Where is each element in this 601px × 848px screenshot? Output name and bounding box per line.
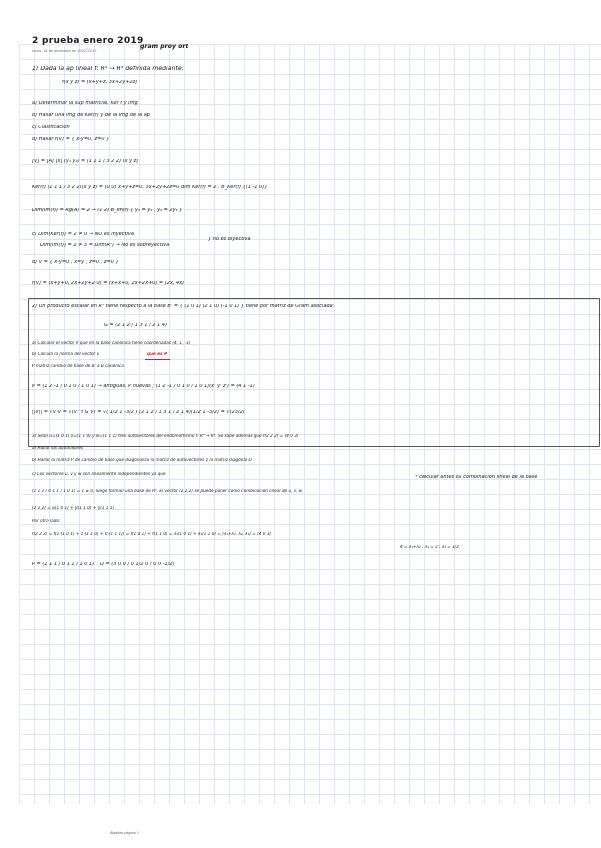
p3-note: * calcular antes su combinación lineal de la base (415, 475, 538, 480)
p2-calc-1: P = (1 2 -1 / 0 1 0 / 1 0 1) → antiguas, P nuevas ; (1 2 -1 / 0 1 0 / 1 0 1)(x' y' z') = (4 1 -1) (32, 384, 255, 389)
p1-part-c: c) Clasificación (32, 125, 70, 130)
heading-annotation: gram proy ort (140, 44, 189, 50)
p2-red-underline (145, 359, 170, 360)
p1-dimension-line: Dim(Im(f)) = Rg(A) = 2 → (1 2) B_Im(f) { y₁ = y₁ , y₂ = 2y₁ } (32, 208, 183, 213)
p2-gram-matrix: G = (2 1 2 / 1 3 1 / 2 1 4) (104, 323, 168, 328)
p3-long-line: f(2 2 2) = f(1·(1 0 1) + 1·(1 1 0) + 0·(1 1 1)) = f(1 0 1) + f(1 1 0) = λ₁(1 0 1) + λ₂(1 1 0) = (λ₁+λ₂, λ₂, λ₁) = (4 0 3) (32, 532, 272, 536)
p1-c2: Dim(Im(f)) = 2 ≠ 3 = Dim(R³) → No es sobreyectiva (40, 243, 170, 248)
p2-intro: 2) Un producto escalar en R³ tiene respecto a la base B' = { (1 0 1) (2 1 0) (-1 0 1) } tiene por matriz de Gram asociada: (32, 304, 335, 309)
p3-equations: 4 = λ₁+λ₂ ; λ₁ = 3 ; λ₂ = 1/2 (400, 545, 459, 549)
p1-part-d: d) Hallar f(V) = { x-y=0, z=0 } (32, 137, 110, 142)
p2-calc-2: ||V|| = √V·V = √(V^t G V) = √( 1/2 1 -3/2 ) (2 1 2 / 1 3 1 / 2 1 4)(1/2 1 -3/2) = √(23/2) (32, 410, 245, 415)
p1-c-note: } no es biyectiva (208, 237, 251, 242)
p1-d2: f(V) = (x+y+0, 2x+2y+2·0) = (x+x+0, 2x+2x+0) = (2x, 4x) (32, 281, 185, 286)
p1-intro: 1) Dada la ap lineal f: R³ → R³ definida mediante: (32, 66, 184, 72)
p1-c1: c) Dim(Ker(f)) = 2 ≠ 0 → NO es inyectiva (32, 232, 134, 237)
p1-definition: f(x y z) = (x+y+z, 3x+2y+2z) (62, 80, 138, 85)
p1-part-a: a) Determinar la sup matricial, Ker f y Img (32, 101, 138, 106)
p3-part-a: a) Hallar los autovalores (32, 446, 84, 450)
p2-part-a: a) Calcular el vector V que en la base canónica tiene coordenadas (4, 1, -1) (32, 341, 191, 345)
p3-part-c: c) Los vectores u, v y w son linealmente independientes ya que (32, 472, 166, 476)
p1-kernel-line: Ker(f) (1 1 1 / 3 2 2)(x y z) = (0 0) x+y+z=0, 3x+2y+2z=0 dim Ker(f) = 2 , B_Ker(f) {(1 -1 0)} (32, 185, 268, 190)
p3-D-matrix: D = (3 0 0 / 0 1/2 0 / 0 0 -1/2) (100, 562, 175, 567)
p3-por-otro-lado: Por otro lado: (32, 519, 61, 523)
p2-part-b: b) Calcula la norma del vector v (32, 352, 100, 356)
p1-d1: d) V = { x-y=0 , x=y ; z=0 , z=0 } (32, 260, 119, 265)
p3-intro: 3) Sean u=(1 0 1) v=(1 1 0) y w=(1 1 1) tres autovectores del endomorfismo f: R³ → R³. Se sabe además que f(2 2 2) = (4 0 3) (32, 434, 299, 438)
p3-P-matrix: P = (1 1 1 / 0 1 1 / 1 0 1) (32, 562, 95, 567)
page-footer: Álgebra página 1 (110, 831, 139, 835)
p1-matrix-line: [V] = [A] [x] (y₁ y₂) = (1 1 1 / 3 2 2) (x y z) (32, 159, 139, 164)
p1-part-b: b) Hallar una img de Ker(f) y de la img de la ap (32, 113, 150, 118)
page-date: lunes, 14 de diciembre de 2020 15:47 (32, 49, 97, 53)
page-title: 2 prueba enero 2019 (32, 36, 144, 46)
p2-red-note: que es P (147, 352, 168, 356)
p3-determinant: (1 1 1 / 0 1 1 / 1 0 1) = 1 ≠ 0, luego forman una base de R³. El vector (2,2,2) se puede poner como combinación lineal de u, v, w. (32, 489, 304, 493)
p3-system: (2 2 2) = α(1 0 1) + β(1 1 0) + γ(1 1 1) (32, 506, 115, 510)
p3-part-b: b) Hallar la matriz P de cambio de base que diagonaliza la matriz de autovectores y la matriz diagonal D (32, 458, 252, 462)
p2-frame (28, 298, 600, 447)
p2-p-definition: P matriz cambio de base de B' a B canónica (32, 364, 124, 368)
